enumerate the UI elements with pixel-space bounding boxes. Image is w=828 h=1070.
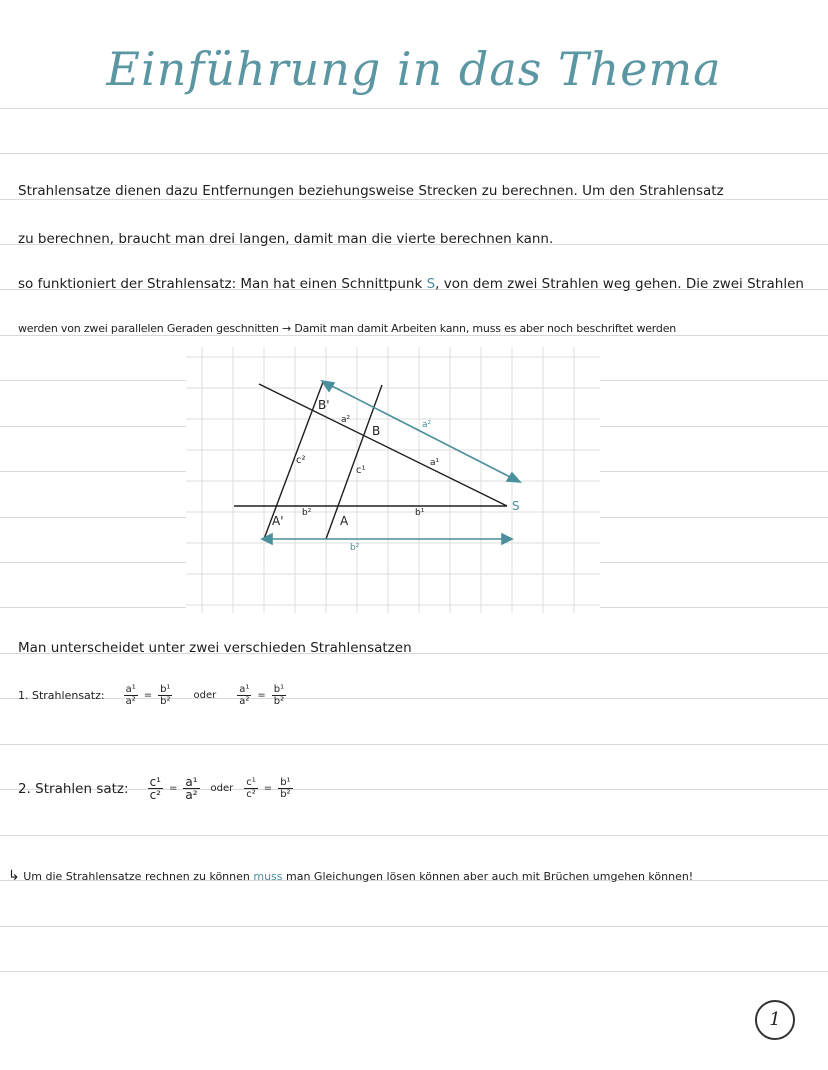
numerator: b¹ — [160, 684, 171, 695]
equals-sign: = — [143, 690, 153, 701]
note-text-start: Um die Strahlensatze rechnen zu können — [23, 870, 254, 883]
fraction — [237, 684, 251, 707]
denominator: b² — [273, 696, 285, 707]
label-b: B — [372, 424, 381, 438]
ruled-line — [0, 971, 828, 972]
label-s: S — [512, 499, 520, 513]
first-theorem-label: 1. Strahlensatz: — [18, 689, 105, 702]
numerator: b¹ — [273, 684, 285, 695]
numerator: c¹ — [149, 775, 161, 789]
fraction — [272, 684, 286, 707]
first-theorem-row — [18, 684, 289, 707]
ruled-line — [0, 108, 828, 109]
page-title: Einführung in das Thema — [106, 42, 722, 96]
equals-sign: = — [168, 783, 178, 794]
numerator: b¹ — [280, 777, 291, 788]
ruled-line — [0, 835, 828, 836]
paragraph-line-2: zu berechnen, braucht man drei langen, damit man die vierte berechnen kann. — [18, 231, 554, 247]
fraction — [278, 777, 292, 800]
label-b-prime: B' — [318, 398, 330, 412]
second-theorem-row — [18, 776, 296, 801]
label-a2-outer: a² — [422, 420, 432, 430]
label-b2: b² — [302, 508, 312, 518]
denominator: c² — [149, 788, 161, 802]
denominator: b² — [160, 696, 171, 707]
denominator: c² — [246, 789, 256, 800]
numerator: a¹ — [185, 775, 198, 789]
numerator: a¹ — [239, 684, 250, 695]
denominator: a² — [239, 696, 250, 707]
intersection-point-label: S — [426, 276, 436, 292]
label-a2: a² — [341, 415, 351, 425]
numerator: c¹ — [246, 777, 256, 788]
denominator: a² — [125, 696, 136, 707]
fraction — [183, 776, 199, 801]
note-line — [8, 868, 693, 884]
equals-sign: = — [257, 690, 266, 701]
label-c1: c¹ — [356, 465, 366, 476]
ruled-line — [0, 153, 828, 154]
ray-theorem-figure — [186, 347, 600, 613]
note-text-end: man Gleichungen lösen können aber auch mit Brüchen umgehen können! — [282, 870, 694, 883]
paragraph-line-1: Strahlensatze dienen dazu Entfernungen beziehungsweise Strecken zu berechnen. Um den Strahlensatz — [18, 183, 724, 199]
paragraph-line-3-start: so funktioniert der Strahlensatz: Man hat einen Schnittpunk — [18, 276, 427, 292]
ruled-line — [0, 199, 828, 200]
numerator: a¹ — [125, 684, 136, 695]
note-highlight: muss — [253, 870, 283, 883]
fraction — [148, 776, 163, 801]
label-a-prime: A' — [272, 514, 284, 528]
fraction — [124, 684, 138, 707]
label-a: A — [340, 514, 349, 528]
fraction — [244, 777, 258, 800]
label-a1: a¹ — [430, 458, 440, 468]
ruled-line — [0, 744, 828, 745]
arrow-icon: ↳ — [8, 868, 20, 884]
second-theorem-label: 2. Strahlen satz: — [18, 780, 129, 797]
paragraph-line-4: werden von zwei parallelen Geraden geschnitten → Damit man damit Arbeiten kann, muss es aber noch beschriftet werden — [18, 322, 677, 335]
label-b2-outer: b² — [350, 543, 360, 553]
page-number: 1 — [755, 1000, 795, 1040]
label-b1: b¹ — [415, 508, 425, 518]
ruled-line — [0, 335, 828, 336]
or-word: oder — [193, 690, 217, 701]
label-c2: c² — [296, 455, 306, 466]
section-heading: Man unterscheidet unter zwei verschieden Strahlensatzen — [18, 640, 412, 656]
equals-sign: = — [263, 783, 273, 794]
denominator: b² — [280, 789, 291, 800]
ruled-line — [0, 926, 828, 927]
fraction — [158, 684, 172, 707]
figure-canvas — [186, 347, 600, 613]
upper-ray — [259, 384, 507, 506]
denominator: a² — [185, 788, 198, 802]
or-word: oder — [210, 783, 234, 794]
figure-grid — [186, 347, 600, 613]
paragraph-line-3-end: , von dem zwei Strahlen weg gehen. Die zwei Strahlen — [435, 276, 804, 292]
paragraph-line-3 — [18, 276, 804, 292]
